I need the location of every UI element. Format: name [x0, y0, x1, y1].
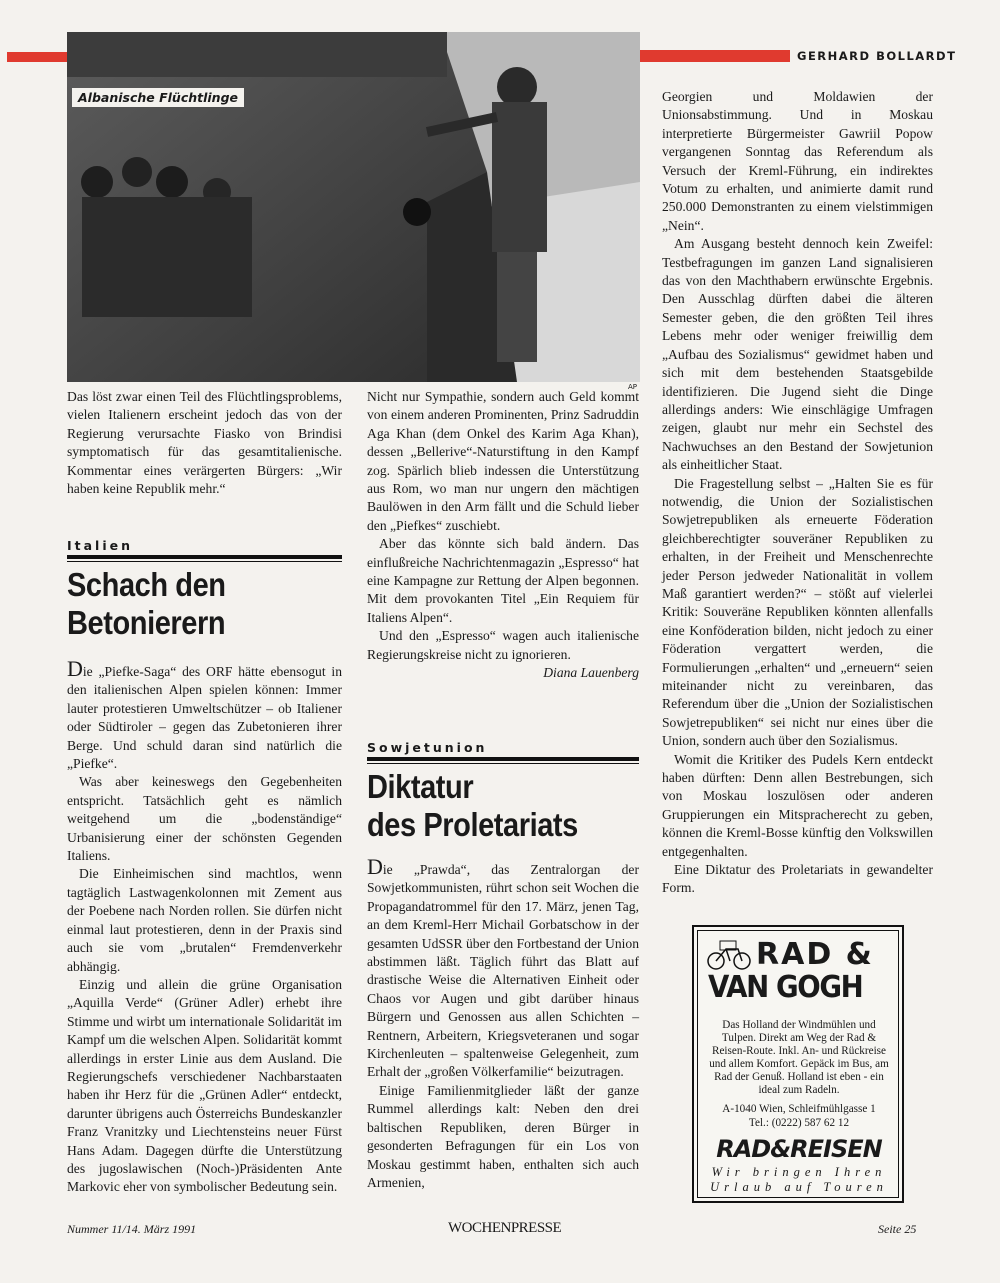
italien-headline	[67, 566, 340, 642]
italien-col2-paragraph-2: Aber das könnte sich bald ändern. Das einflußreiche Nachrichtenmagazin „Espresso“ hat eine Kampagne zur Rettung der Alpen begonnen. Mit dem provokanten Titel „Ein Requiem für Italiens Alpen“.	[367, 536, 639, 625]
sowjet-col3-paragraph-3: Die Fragestellung selbst – „Halten Sie es für notwendig, die Union der Sozialistischen Sowjetrepubliken als erneuerte Föderation gleichberechtigter souveräner Republiken zu erhalten, in der Freiheit und Menschenrechte jeder Person jedweder Nationalität in vollem Maß garantiert werden?“ – stößt auf vielerlei Kritik: Souveräne Republiken könnten allenfalls eine Konföderation bilden, nicht jedoch zu einer Föderation vergattert werden, die Formulierungen „erhalten“ und „erneuern“ seien miteinander nicht zu vereinbaren, das Referendum über die „Union der Sozialistischen Sowjetrepubliken“ sei nicht nur eines über die Union, sondern auch über den Sozialismus.	[662, 475, 933, 749]
sowjet-col3-paragraph-4: Womit die Kritiker des Pudels Kern entdeckt haben dürften: Denn allen Bestrebungen, sich von Moskau loszulösen oder anderen Gruppierungen ein Mitspracherecht zu geben, können die Kreml-Bosse künftig den Volkswillen entgegenhalten.	[662, 751, 933, 859]
bicycle-icon	[706, 939, 752, 971]
ad-phone: Tel.: (0222) 587 62 12	[748, 1117, 850, 1129]
column-2-italien	[367, 388, 639, 683]
italien-section-header	[67, 538, 342, 562]
sowjet-paragraph-2: Einige Familienmitglieder läßt der ganze Rummel allerdings kalt: Neben den drei baltischen Republiken, deren Bürger in gesonderten Befragungen für ein Los von Moskau gestimmt haben, enthalten sich auch Armenien,	[367, 1082, 639, 1190]
italien-body	[67, 656, 342, 1197]
ad-body-text: Das Holland der Windmühlen und Tulpen. Direkt am Weg der Rad & Reisen-Route. Inkl. An- und Rückreise und allem Komfort. Gepäck im Bus, am Rad der Genuß. Holland ist eben - ein ideal zum Radeln.	[709, 1019, 889, 1096]
footer-publication: WOCHENPRESSE	[448, 1220, 562, 1236]
italien-headline-line-1: Schach den	[67, 566, 226, 603]
column-1	[67, 388, 342, 498]
kicker-rule	[367, 757, 639, 761]
sowjet-body	[367, 854, 639, 1192]
italien-paragraph-1: Die „Piefke-Saga“ des ORF hätte ebensogut in den italienischen Alpen spielen können: Immer lauter protestieren Umweltschützer – ob Italiener oder Südtiroler – gegen das Zubetonieren ihrer Berge. Und schuld daran sind natürlich die „Piefke“.	[67, 656, 342, 772]
sowjet-paragraph-1: Die „Prawda“, das Zentralorgan der Sowjetkommunisten, rührt schon seit Wochen die Propagandatrommel für den 17. März, jenen Tag, an dem Kreml-Herr Michail Gorbatschow in der gesamten UdSSR über den Fortbestand der Union abstimmen läßt. Täglich führt das Blatt auf drastische Weise die Alternativen Einheit oder Chaos vor Augen und gibt darüber hinaus Bürgern und Genossen aus allen Schichten – Rentnern, Arbeitern, Kriegsveteranen und sogar Kirchenleuten – spaltenweise Gelegenheit, zum Erhalt der „großen Völkerfamilie“ beizutragen.	[367, 854, 639, 1080]
sowjet-col3-paragraph-2: Am Ausgang besteht dennoch kein Zweifel: Testbefragungen im ganzen Land signalisieren das von den Machthabern erwünschte Ergebnis. Den Ausschlag dürften dabei die älteren Semester geben, die den größten Teil ihres Lebens mehr oder weniger freiwillig dem „Aufbau des Sozialismus“ gewidmet haben und sich mit dem bestehenden Staatsgebilde identifizieren. Die Jugend sieht die Dinge allerdings anders: Wie einschlägige Umfragen zeigen, glaubt nur mehr ein Sechstel des Nachwuchses an den Bestand der Sowjetunion als einheitlicher Staat.	[662, 236, 933, 473]
sowjet-kicker: Sowjetunion	[367, 740, 488, 755]
sowjet-headline	[367, 768, 640, 844]
advertisement[interactable]	[692, 925, 904, 1203]
kicker-rule-thin	[67, 561, 342, 562]
photo-caption: Albanische Flüchtlinge	[72, 88, 244, 107]
sowjet-headline-line-1: Diktatur	[367, 768, 474, 805]
italien-paragraph-2: Was aber keineswegs den Gegebenheiten entspricht. Tatsächlich geht es nämlich weitgehend um die „bodenständige“ Urbanisierung einer der schönsten Gegenden Italiens.	[67, 774, 342, 864]
italien-paragraph-3: Die Einheimischen sind machtlos, wenn tagtäglich Lastwagenkolonnen mit Zement aus der Poebene nach Norden rollen. Sie dürfen nicht einmal laut protestieren, denn in der Praxis sind auch sie vom „brutalen“ Fremdenverkehr abhängig.	[67, 866, 342, 974]
sowjet-col3-paragraph-5: Eine Diktatur des Proletariats in gewandelter Form.	[662, 862, 933, 896]
photo-credit: AP	[628, 383, 638, 391]
refugee-photo	[67, 32, 640, 382]
column-3	[662, 88, 933, 898]
italien-kicker: Italien	[67, 538, 134, 553]
italien-paragraph-4: Einzig und allein die grüne Organisation „Aquilla Verde“ (Grüner Adler) erhebt ihre Stimme und wirbt um internationale Solidarität im Kampf um die welschen Alpen. Solidarität kommt allerdings in erster Linie aus dem Ausland. Die Regierungschefs verschiedener Nachbarstaaten haben ihr Herz für die „Grünen Adler“ entdeckt, darunter übrigens auch Österreichs Bundeskanzler Franz Vranitzky und Liechtensteins neuer Fürst Hans Adam. Dagegen dürfte die Unterstützung des jugoslawischen (Noch-)Präsidenten Ante Markovic eher von symbolischer Bedeutung sein.	[67, 976, 342, 1195]
intro-paragraph: Das löst zwar einen Teil des Flüchtlingsproblems, vielen Italienern erscheint jedoch das von der Regierung verursachte Fiasko von Brindisi symptomatisch für das gesamtitalienische. Kommentar eines verärgerten Bürgers: „Wir haben keine Republik mehr.“	[67, 389, 342, 497]
italien-byline: Diana Lauenberg	[543, 665, 639, 681]
ad-slogan-line-2: Urlaub auf Touren	[710, 1180, 888, 1194]
header-accent-right	[640, 50, 790, 62]
italien-headline-line-2: Betonierern	[67, 604, 226, 641]
sowjet-headline-line-2: des Proletariats	[367, 806, 578, 843]
sowjet-col3-paragraph-1: Georgien und Moldawien der Unionsabstimmung. Und in Moskau interpretierte Bürgermeister Gawriil Popow vergangenen Sonntag das Referendum als Versuch der Kreml-Führung, ein indirektes Votum zu erhalten, und animierte damit rund 250.000 Demonstranten zu einem vielstimmigen „Nein“.	[662, 89, 933, 233]
ad-address: A-1040 Wien, Schleifmühlgasse 1	[722, 1103, 876, 1115]
italien-col2-paragraph-1: Nicht nur Sympathie, sondern auch Geld kommt von einem anderen Prominenten, Prinz Sadruddin Aga Khan (dem Onkel des Karim Aga Khan), dessen „Bellerive“-Naturstiftung in den Kampf zog. Spärlich blieb indessen die Unterstützung aus Rom, wo man nur ungern den mächtigen Baulöwen in den Arm fällt und die Schuld lieber den „Piefkes“ zuschiebt.	[367, 389, 639, 533]
header-author: GERHARD BOLLARDT	[797, 49, 957, 63]
header-accent-left	[7, 52, 67, 62]
kicker-rule	[67, 555, 342, 559]
italien-col2-paragraph-3: Und den „Espresso“ wagen auch italienische Regierungskreise nicht zu ignorieren.	[367, 628, 639, 662]
photo-illustration	[67, 32, 640, 382]
ad-company-logo: RAD&REISEN	[716, 1135, 882, 1163]
ad-frame	[697, 930, 899, 1198]
ad-brand-line-1: RAD &	[756, 937, 874, 972]
ad-brand-line-2: VAN GOGH	[708, 970, 863, 1005]
footer-issue: Nummer 11/14. März 1991	[67, 1222, 197, 1236]
sowjet-section-header	[367, 740, 639, 764]
kicker-rule-thin	[367, 763, 639, 764]
footer-page-number: Seite 25	[878, 1222, 917, 1236]
ad-slogan-line-1: Wir bringen Ihren	[711, 1165, 887, 1179]
